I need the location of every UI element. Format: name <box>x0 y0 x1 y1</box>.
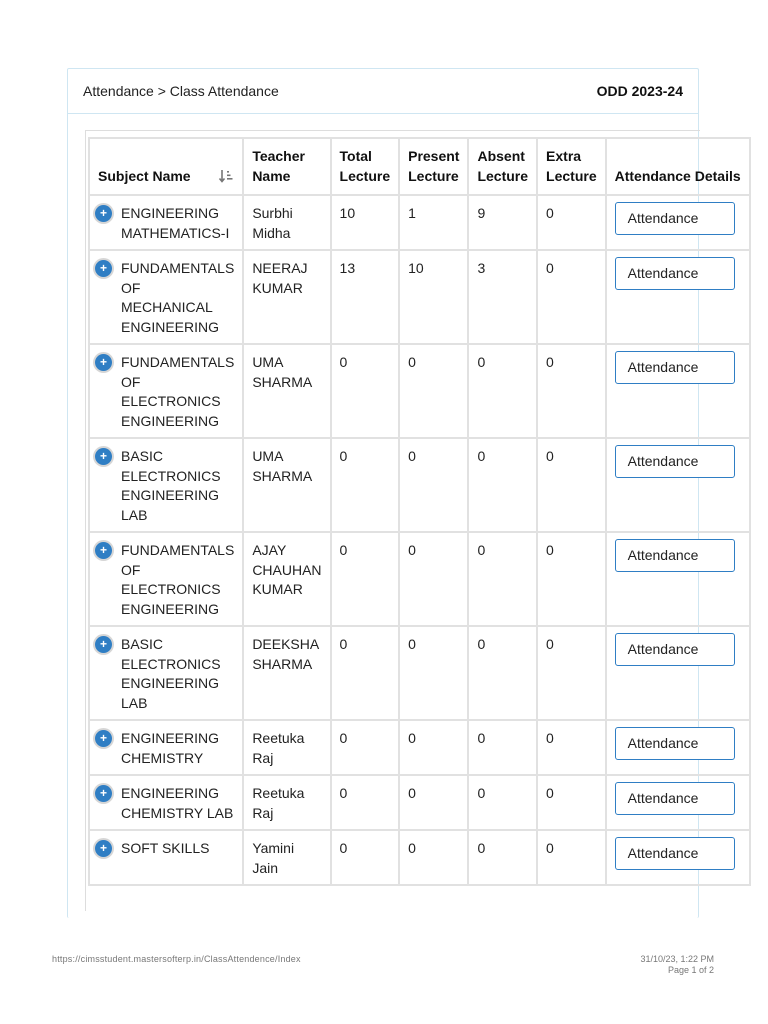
column-header-subject[interactable] <box>89 138 243 195</box>
cell-subject <box>89 195 243 250</box>
cell-total: 0 <box>331 438 400 532</box>
cell-absent: 0 <box>468 775 537 830</box>
subject-name: ENGINEERING CHEMISTRY <box>121 730 220 766</box>
cell-details <box>606 250 750 344</box>
cell-present: 0 <box>399 438 468 532</box>
table-row <box>89 195 750 250</box>
cell-absent: 0 <box>468 532 537 626</box>
cell-subject <box>89 438 243 532</box>
cell-teacher: Reetuka Raj <box>243 720 330 775</box>
column-header-details[interactable]: Attendance Details <box>606 138 750 195</box>
column-header-extra[interactable]: Extra Lecture <box>537 138 606 195</box>
cell-extra: 0 <box>537 775 606 830</box>
subject-name: SOFT SKILLS <box>121 840 210 856</box>
card-body <box>68 114 741 914</box>
footer-url: https://cimsstudent.mastersofterp.in/ClassAttendence/Index <box>52 954 301 964</box>
cell-extra: 0 <box>537 830 606 885</box>
cell-details <box>606 344 750 438</box>
subject-name: ENGINEERING MATHEMATICS-I <box>121 205 230 241</box>
cell-absent: 0 <box>468 626 537 720</box>
table-row <box>89 830 750 885</box>
cell-total: 0 <box>331 720 400 775</box>
cell-subject <box>89 830 243 885</box>
cell-subject <box>89 250 243 344</box>
cell-total: 0 <box>331 830 400 885</box>
table-row <box>89 438 750 532</box>
cell-teacher: AJAY CHAUHAN KUMAR <box>243 532 330 626</box>
table-row <box>89 720 750 775</box>
table-row <box>89 250 750 344</box>
cell-extra: 0 <box>537 626 606 720</box>
table-row <box>89 626 750 720</box>
cell-subject <box>89 344 243 438</box>
cell-extra: 0 <box>537 344 606 438</box>
subject-name: ENGINEERING CHEMISTRY LAB <box>121 785 234 821</box>
cell-absent: 9 <box>468 195 537 250</box>
cell-teacher: Reetuka Raj <box>243 775 330 830</box>
plus-circle-icon[interactable]: + <box>95 636 112 653</box>
plus-circle-icon[interactable]: + <box>95 354 112 371</box>
cell-present: 0 <box>399 720 468 775</box>
cell-absent: 0 <box>468 720 537 775</box>
cell-details <box>606 775 750 830</box>
table-row <box>89 532 750 626</box>
cell-total: 0 <box>331 626 400 720</box>
plus-circle-icon[interactable]: + <box>95 840 112 857</box>
cell-details <box>606 720 750 775</box>
column-header-label: Subject Name <box>98 167 191 184</box>
plus-circle-icon[interactable]: + <box>95 542 112 559</box>
attendance-button[interactable]: Attendance <box>615 633 735 666</box>
subject-name: FUNDAMENTALS OF ELECTRONICS ENGINEERING <box>121 354 235 429</box>
cell-present: 0 <box>399 532 468 626</box>
attendance-button[interactable]: Attendance <box>615 539 735 572</box>
cell-total: 0 <box>331 532 400 626</box>
cell-absent: 0 <box>468 438 537 532</box>
footer-meta <box>640 954 714 976</box>
column-header-total[interactable]: Total Lecture <box>331 138 400 195</box>
attendance-button[interactable]: Attendance <box>615 445 735 478</box>
cell-details <box>606 195 750 250</box>
cell-present: 10 <box>399 250 468 344</box>
table-header-row <box>89 138 750 195</box>
plus-circle-icon[interactable]: + <box>95 448 112 465</box>
card-header <box>68 69 698 114</box>
column-header-present[interactable]: Present Lecture <box>399 138 468 195</box>
plus-circle-icon[interactable]: + <box>95 260 112 277</box>
cell-subject <box>89 532 243 626</box>
cell-extra: 0 <box>537 720 606 775</box>
attendance-button[interactable]: Attendance <box>615 782 735 815</box>
cell-teacher: UMA SHARMA <box>243 344 330 438</box>
cell-absent: 0 <box>468 344 537 438</box>
cell-total: 0 <box>331 344 400 438</box>
table-row <box>89 775 750 830</box>
attendance-button[interactable]: Attendance <box>615 202 735 235</box>
attendance-table <box>88 137 751 886</box>
cell-absent: 0 <box>468 830 537 885</box>
cell-details <box>606 532 750 626</box>
cell-present: 0 <box>399 344 468 438</box>
plus-circle-icon[interactable]: + <box>95 785 112 802</box>
attendance-card <box>67 68 741 918</box>
cell-details <box>606 830 750 885</box>
cell-total: 0 <box>331 775 400 830</box>
cell-present: 1 <box>399 195 468 250</box>
cell-teacher: NEERAJ KUMAR <box>243 250 330 344</box>
cell-teacher: DEEKSHA SHARMA <box>243 626 330 720</box>
cell-teacher: Surbhi Midha <box>243 195 330 250</box>
footer-datetime: 31/10/23, 1:22 PM <box>640 954 714 964</box>
attendance-button[interactable]: Attendance <box>615 257 735 290</box>
cell-details <box>606 438 750 532</box>
cell-teacher: UMA SHARMA <box>243 438 330 532</box>
cell-extra: 0 <box>537 532 606 626</box>
subject-name: FUNDAMENTALS OF MECHANICAL ENGINEERING <box>121 260 235 335</box>
column-header-absent[interactable]: Absent Lecture <box>468 138 537 195</box>
cell-absent: 3 <box>468 250 537 344</box>
cell-present: 0 <box>399 830 468 885</box>
table-row <box>89 344 750 438</box>
plus-circle-icon[interactable]: + <box>95 205 112 222</box>
cell-total: 13 <box>331 250 400 344</box>
session-label: ODD 2023-24 <box>596 83 683 99</box>
cell-extra: 0 <box>537 250 606 344</box>
cell-teacher: Yamini Jain <box>243 830 330 885</box>
table-scroll-container[interactable] <box>85 130 741 911</box>
subject-name: BASIC ELECTRONICS ENGINEERING LAB <box>121 636 221 711</box>
plus-circle-icon[interactable]: + <box>95 730 112 747</box>
cell-subject <box>89 775 243 830</box>
cell-details <box>606 626 750 720</box>
attendance-button[interactable]: Attendance <box>615 351 735 384</box>
subject-name: BASIC ELECTRONICS ENGINEERING LAB <box>121 448 221 523</box>
cell-subject <box>89 626 243 720</box>
cell-total: 10 <box>331 195 400 250</box>
column-header-teacher[interactable]: Teacher Name <box>243 138 330 195</box>
cell-present: 0 <box>399 626 468 720</box>
subject-name: FUNDAMENTALS OF ELECTRONICS ENGINEERING <box>121 542 235 617</box>
cell-extra: 0 <box>537 438 606 532</box>
cell-subject <box>89 720 243 775</box>
attendance-button[interactable]: Attendance <box>615 727 735 760</box>
sort-descending-icon[interactable] <box>218 168 234 184</box>
breadcrumb: Attendance > Class Attendance <box>83 83 279 99</box>
cell-present: 0 <box>399 775 468 830</box>
footer-page: Page 1 of 2 <box>667 965 714 975</box>
attendance-button[interactable]: Attendance <box>615 837 735 870</box>
cell-extra: 0 <box>537 195 606 250</box>
